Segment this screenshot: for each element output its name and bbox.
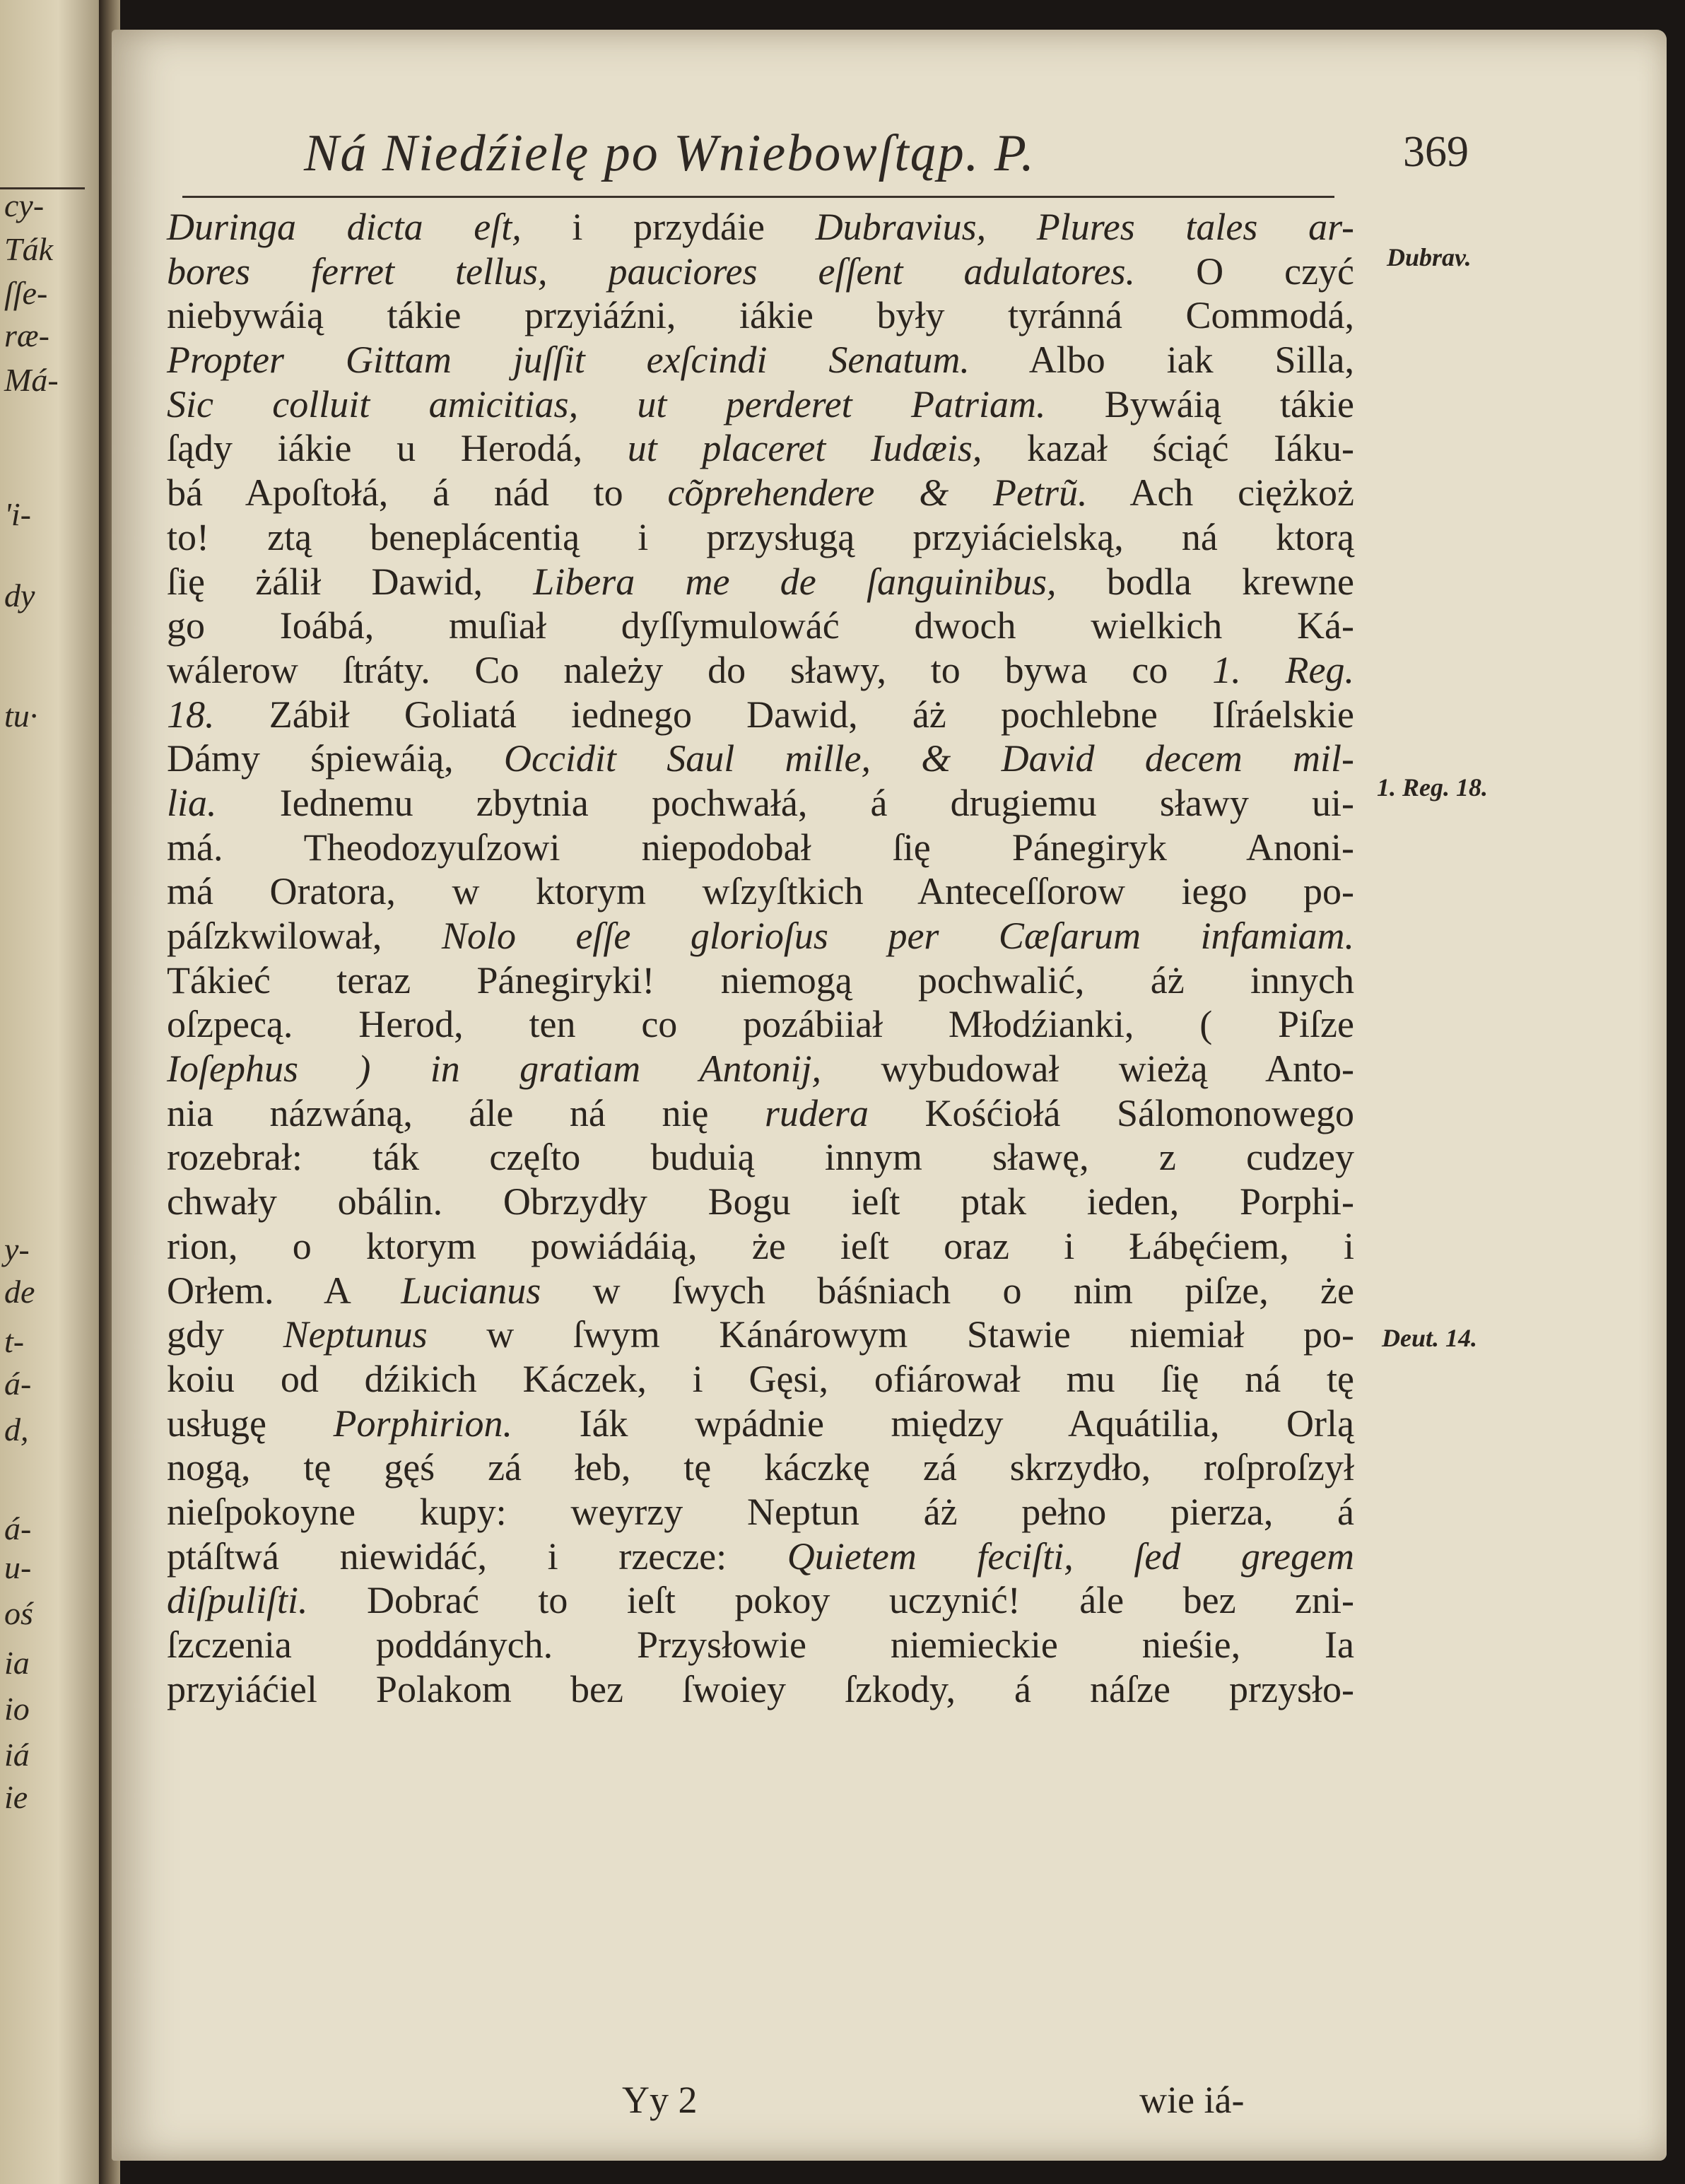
facing-page-fragment: Ták [4,231,53,267]
text-line [167,1047,1354,1091]
text-run: wybudował wieżą Anto- [821,1047,1354,1091]
text-run: koiu od dźikich Káczek, i Gęsi, ofiárował mu ſię ná tę [167,1357,1354,1400]
latin-phrase: 1. Reg. [1212,648,1355,691]
latin-phrase: Neptunus [283,1313,428,1356]
text-line [167,693,1354,737]
text-run: Iák wpádnie między Aquátilia, Orlą [512,1402,1354,1445]
latin-phrase: bores ferret tellus, pauciores eſſent adulatores. [167,249,1136,293]
text-line [167,1091,1354,1136]
facing-page-fragment: á- [4,1366,32,1402]
latin-phrase: diſpuliſti. [167,1579,308,1622]
catchword: wie iá- [1139,2079,1245,2121]
text-run: Dobrać to ieſt pokoy uczynić! ále bez zni- [307,1579,1354,1622]
facing-page-fragment: d, [4,1411,29,1448]
text-line [167,1357,1354,1402]
text-run: bodla krewne [1056,560,1354,603]
margin-note-dubrav: Dubrav. [1387,243,1472,271]
latin-phrase: Duringa dicta eſt, [167,206,522,248]
text-run: usługę [167,1402,334,1445]
text-run: bá Apoſtołá, á nád to [167,471,668,515]
text-run [370,1047,430,1090]
text-run: gdy [167,1313,283,1356]
text-line [167,338,1354,382]
facing-page-fragment: oś [4,1595,33,1631]
text-line [167,560,1354,604]
text-line [167,604,1354,648]
latin-phrase: ut placeret Iudæis, [627,427,982,470]
latin-phrase: 18. [167,693,215,736]
text-run: Orłem. A [167,1269,401,1312]
facing-page-fragment: 'i- [4,496,31,532]
text-line [167,914,1354,958]
latin-phrase: Libera me de ſanguinibus, [533,560,1057,603]
facing-page-fragment: tu· [4,698,38,734]
page-number: 369 [1403,128,1469,176]
text-run: Kośćiołá Sálomonowego [868,1091,1354,1134]
text-line [167,205,1354,249]
text-line [167,249,1354,294]
facing-page-fragment: cy- [4,187,45,223]
text-run: wálerow ſtráty. Co należy do sławy, to bywa co [167,648,1213,691]
text-run: Zábił Goliatá iednego Dawid, áż pochlebne Iſráelskie [214,693,1354,736]
text-run: Ach ciężkoż [1087,471,1355,515]
latin-phrase: in gratiam Antonij, [430,1047,821,1091]
text-run: nieſpokoyne kupy: weyrzy Neptun áż pełno pierza, á [167,1490,1354,1533]
text-line [167,293,1354,338]
latin-phrase: Quietem feciſti, ſed gregem [787,1534,1354,1578]
body-text [167,205,1354,1711]
latin-phrase: Nolo eſſe glorioſus per Cæſarum infamiam. [441,915,1354,957]
text-line [167,471,1354,515]
text-run: Dámy śpiewáią, [167,737,504,780]
text-run: w ſwym Kánárowym Stawie niemiał po- [427,1313,1354,1356]
latin-phrase: Lucianus [401,1269,541,1312]
text-run: niebywáią tákie przyiáźni, iákie były tyránná Commodá, [167,294,1354,337]
text-line [167,426,1354,471]
text-line [167,781,1354,826]
running-header: Ná Niedźielę po Wniebowſtąp. P. [304,124,1035,182]
facing-page-fragment: ſſe- [4,275,48,311]
text-line [167,1180,1354,1224]
facing-page-fragment: á- [4,1510,32,1546]
text-line [167,1402,1354,1446]
text-run: rion, o ktorym powiádáią, że ieſt oraz i Łábęćiem, i [167,1224,1354,1267]
text-run: go Ioábá, muſiał dyſſymulowáć dwoch wielkich Ká- [167,604,1354,647]
latin-phrase: lia. [167,781,217,824]
text-run: Bywáią tákie [1045,382,1354,425]
facing-page-fragment: de [4,1274,35,1310]
text-line [167,958,1354,1003]
text-run: chwały obálin. Obrzydły Bogu ieſt ptak ieden, Porphi- [167,1180,1354,1223]
text-run: ſzczenia poddánych. Przysłowie niemieckie nieśie, Ia [167,1624,1354,1666]
facing-page-fragment: dy [4,577,35,613]
text-line [167,1445,1354,1490]
text-line [167,1490,1354,1534]
text-run: ſądy iákie u Herodá, [167,427,628,470]
text-line [167,1534,1354,1579]
text-run: ptáſtwá niewidáć, i rzecze: [167,1534,787,1578]
facing-page-fragment: ræ- [4,317,49,353]
text-line [167,1313,1354,1357]
margin-note-deut-14: Deut. 14. [1382,1324,1477,1352]
facing-page-fragment: Má- [4,362,59,398]
text-run: O czyć [1135,249,1354,293]
text-run: przyiáćiel Polakom bez ſwoiey ſzkody, á náſze przysło- [167,1667,1354,1710]
facing-page-fragment: y- [4,1231,30,1267]
margin-note-1-reg-18: 1. Reg. 18. [1377,773,1488,802]
facing-page-fragment: ia [4,1645,30,1681]
text-run: rozebrał: ták częſto buduią innym sławę, z cudzey [167,1136,1354,1179]
text-line [167,1224,1354,1269]
text-run: Tákieć teraz Pánegiryki! niemogą pochwalić, áż innych [167,958,1354,1002]
facing-page-fragment: u- [4,1549,32,1585]
text-run: má. Theodozyuſzowi niepodobał ſię Pánegiryk Anoni- [167,826,1354,869]
text-line [167,736,1354,781]
text-run: má Oratora, w ktorym wſzyſtkich Anteceſſorow iego po- [167,870,1354,913]
header-rule [182,196,1334,198]
latin-phrase: Ioſephus ) [167,1047,371,1091]
text-run: Iednemu zbytnia pochwałá, á drugiemu sławy ui- [216,781,1354,824]
text-run: nogą, tę gęś zá łeb, tę káczkę zá skrzydło, roſproſzył [167,1446,1354,1489]
text-line [167,1578,1354,1623]
signature-mark: Yy 2 [622,2079,698,2121]
text-line [167,648,1354,693]
latin-phrase: Occidit Saul mille, & David decem mil- [503,737,1355,780]
text-run: i przydáie [521,206,816,248]
text-run: kazał ściąć Iáku- [982,427,1354,470]
facing-page-fragment: iá [4,1737,30,1773]
text-run: nia názwáną, ále ná nię [167,1091,765,1134]
latin-phrase: Sic colluit amicitias, ut perderet Patriam. [167,382,1046,425]
text-line [167,515,1354,560]
text-line [167,1135,1354,1180]
text-line [167,826,1354,870]
facing-page-fragment: io [4,1691,30,1727]
latin-phrase: rudera [764,1091,869,1134]
latin-phrase: cõprehendere & Petrũ. [667,471,1088,515]
latin-phrase: Porphirion. [333,1402,513,1445]
latin-phrase: Propter Gittam juſſit exſcindi Senatum. [167,339,970,382]
text-run: Albo iak Silla, [969,339,1354,382]
text-line [167,869,1354,914]
facing-page-fragment: t- [4,1323,25,1359]
text-run: oſzpecą. Herod, ten co pozábiiał Młodźianki, ( Piſze [167,1003,1354,1046]
text-line [167,1002,1354,1047]
text-line [167,382,1354,427]
latin-phrase: Dubravius, Plures tales ar- [815,206,1354,248]
text-line [167,1269,1354,1313]
text-line [167,1623,1354,1667]
text-run: to! ztą beneplácentią i przysługą przyiácielską, ná ktorą [167,515,1354,558]
facing-page-fragment: ie [4,1779,28,1815]
text-run: w ſwych báśniach o nim piſze, że [541,1269,1354,1312]
text-run: páſzkwilował, [167,915,442,957]
text-run: ſię żálił Dawid, [167,560,534,603]
text-line [167,1667,1354,1712]
